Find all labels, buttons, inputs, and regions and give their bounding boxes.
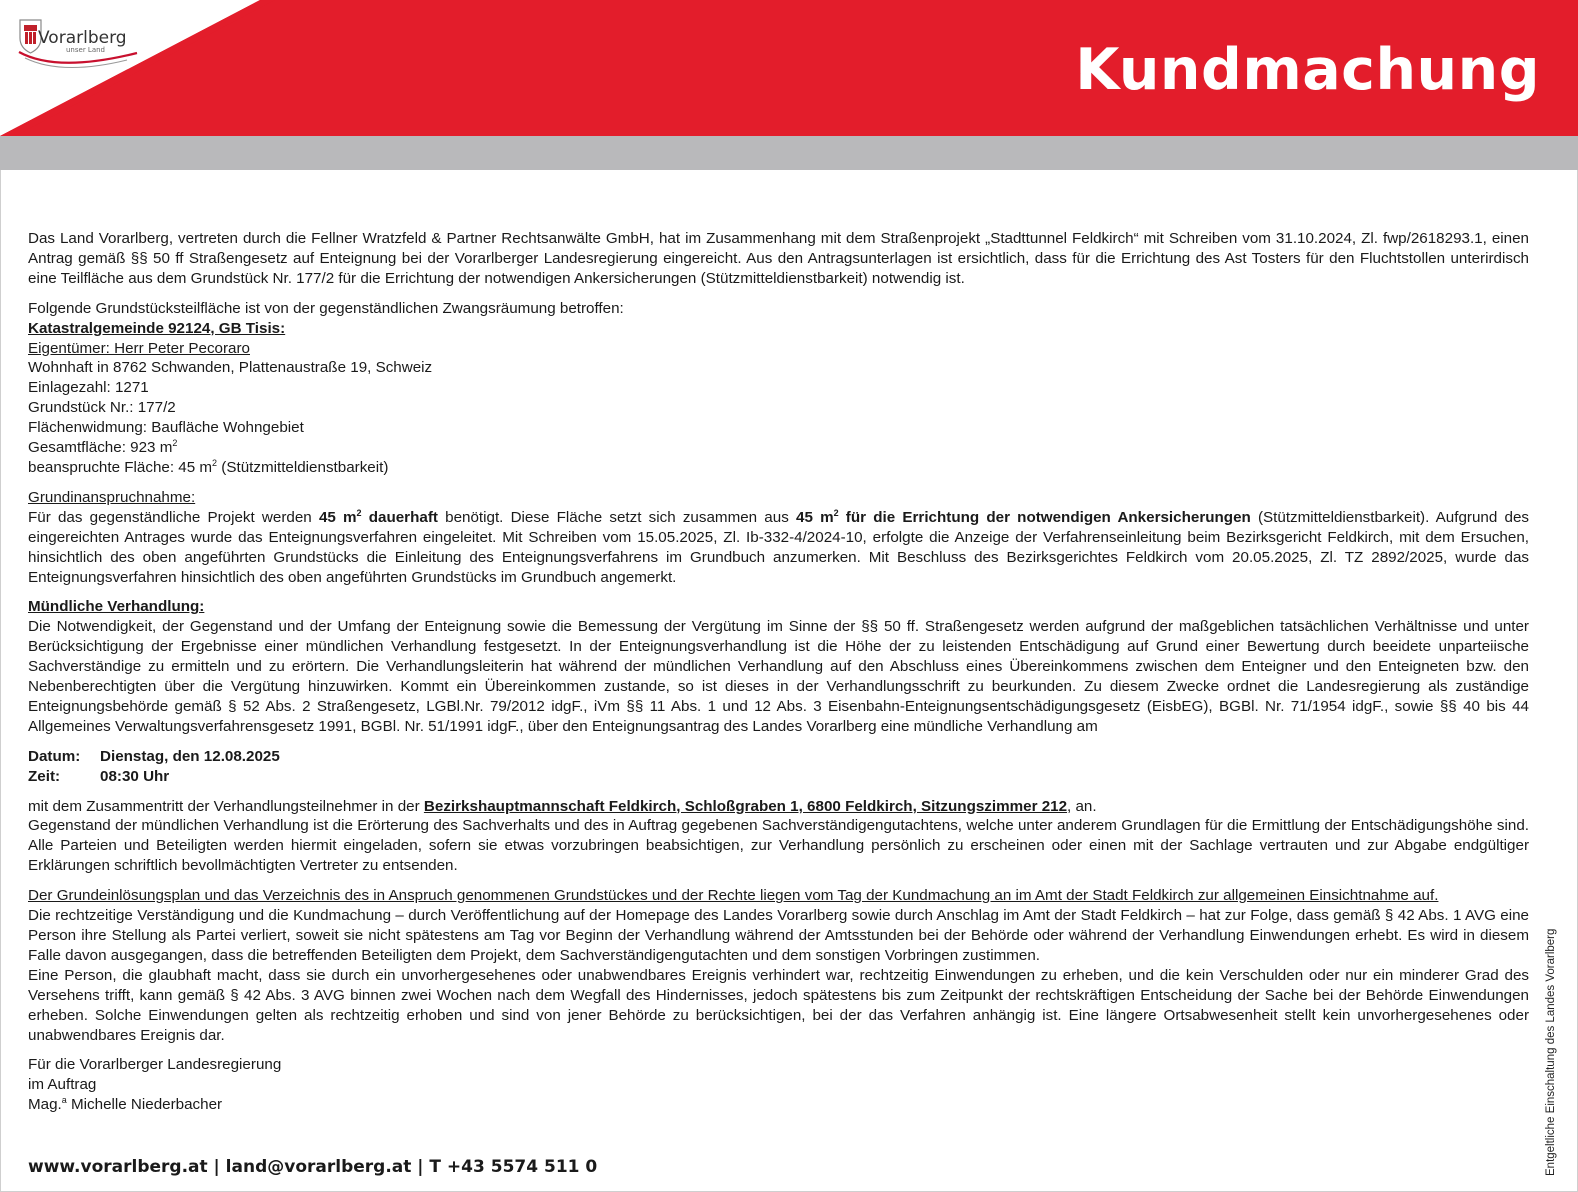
superscript-2: 2	[356, 507, 362, 518]
bold-area-2	[796, 509, 1251, 526]
zeit-row	[28, 767, 1529, 787]
text-span: Mag.	[28, 1096, 62, 1114]
beansprucht-line	[28, 458, 1529, 478]
residence-line: Wohnhaft in 8762 Schwanden, Plattenaustraße 19, Schweiz	[28, 359, 433, 377]
einsicht-notice: Der Grundeinlösungsplan und das Verzeichnis des in Anspruch genommenen Grundstückes und der Rechte liegen vom Tag der Kundmachung an im Amt der Stadt Feldkirch zur allgemeinen Einsichtnahme auf.	[28, 887, 1439, 905]
text-span: Für das gegenständliche Projekt werden	[28, 508, 319, 526]
cadastral-community: Katastralgemeinde 92124, GB Tisis:	[28, 319, 286, 337]
text-span: für die Errichtung der notwendigen Ankersicherungen	[838, 508, 1251, 526]
superscript-2: 2	[212, 457, 218, 468]
grundinanspruchnahme-section	[28, 488, 1529, 588]
intro-paragraph: Das Land Vorarlberg, vertreten durch die Fellner Wratzfeld & Partner Rechtsanwälte GmbH, hat im Zusammenhang mit dem Straßenprojekt „Stadttunnel Feldkirch“ mit Schreiben vom 31.10.2024, Zl. fwp/2618293.1, einen Antrag gemäß §§ 50 ff Straßengesetz auf Enteignung bei der Vorarlberger Landesregierung eingereicht. Aus den Antragsunterlagen ist ersichtlich, dass für die Errichtung des Ast Tosters für den Fluchtstollen unterirdisch eine Teilfläche aus dem Grundstück Nr. 177/2 für die Errichtung der notwendigen Ankersicherungen (Stützmitteldienstbarkeit) notwendig ist.	[28, 230, 1529, 287]
text-span: 45 m	[796, 508, 834, 526]
parcel-lead: Folgende Grundstücksteilfläche ist von der gegenständlichen Zwangsräumung betroffen:	[28, 299, 624, 317]
gegenstand-paragraph: Gegenstand der mündlichen Verhandlung ist die Erörterung des Sachverhalts und des in Auftrag gegebenen Sachverständigengutachtens, welche unter anderem Grundlagen für die Ermittlung der Entschädigungshöhe sind. Alle Parteien und Beteiligten werden hiermit eingeladen, sofern sie etwas vorzubringen beabsichtigen, zur Verhandlung persönlich zu erscheinen oder einen mit der Sachlage vertrauten und zur Abgabe endgültiger Erklärungen schriftlich bevollmächtigten Vertreter zu entsenden.	[28, 817, 1529, 875]
superscript-2: 2	[833, 507, 839, 518]
zeit-value: 08:30 Uhr	[100, 767, 170, 785]
zeit-label: Zeit:	[28, 767, 61, 785]
beansprucht-suffix: (Stützmitteldienstbarkeit)	[217, 458, 389, 476]
signature-line-2: im Auftrag	[28, 1076, 97, 1094]
superscript-2: 2	[172, 438, 178, 449]
text-span: dauerhaft	[361, 508, 438, 526]
footer-contact: www.vorarlberg.at | land@vorarlberg.at | T +43 5574 511 0	[28, 1157, 598, 1177]
einlagezahl-line: Einlagezahl: 1271	[28, 379, 149, 397]
text-span: 45 m	[318, 508, 357, 526]
signature-block	[28, 1055, 1529, 1115]
text-span: benötigt. Diese Fläche setzt sich zusammen aus	[437, 508, 796, 526]
beansprucht-text: beanspruchte Fläche: 45 m	[28, 458, 213, 476]
gesamtflaeche-text: Gesamtfläche: 923 m	[28, 439, 173, 457]
page-title: Kundmachung	[1075, 37, 1540, 103]
bold-area-1	[319, 509, 438, 526]
header-banner	[0, 0, 1578, 136]
text-span: , an.	[1067, 797, 1097, 815]
logo-name: Vorarlberg	[38, 28, 127, 48]
superscript-a: a	[61, 1095, 67, 1106]
parcel-section	[28, 299, 1529, 478]
grey-divider-bar	[0, 136, 1578, 170]
meeting-location: Bezirkshauptmannschaft Feldkirch, Schloßgraben 1, 6800 Feldkirch, Sitzungszimmer 212	[423, 797, 1068, 815]
grundinanspruchnahme-heading: Grundinanspruchnahme:	[28, 488, 196, 506]
ort-section	[28, 797, 1529, 877]
text-span: mit dem Zusammentritt der Verhandlungsteilnehmer in der	[28, 797, 424, 815]
verhandlung-paragraph: Die Notwendigkeit, der Gegenstand und der Umfang der Enteignung sowie die Bemessung der Vergütung im Sinne der §§ 50 ff. Straßengesetz werden aufgrund der maßgeblichen tatsächlichen Verhältnisse und unter Berücksichtigung der Ergebnisse einer mündlichen Verhandlung festgesetzt. In der Enteignungsverhandlung ist die Höhe der zu leistenden Entschädigung auf Grund einer Bewertung durch beeidete unparteiische Sachverständige zu ermitteln und zu erörtern. Die Verhandlungsleiterin hat während der mündlichen Verhandlung auf den Abschluss eines Übereinkommens zwischen dem Enteigner und den Enteigneten bzw. den Nebenberechtigten über die Vergütung hinzuwirken. Kommt ein Übereinkommen zustande, so ist dieses in der Verhandlungsschrift zu beurkunden. Zu diesem Zwecke ordnet die Landesregierung als zuständige Enteignungsbehörde gemäß § 52 Abs. 2 Straßengesetz, LGBl.Nr. 79/2012 idgF., iVm §§ 11 Abs. 1 und 12 Abs. 3 Eisenbahn-Enteignungsentschädigungsgesetz (EisbEG), BGBl. Nr. 71/1954 idgF., sowie §§ 40 bis 44 Allgemeines Verwaltungsverfahrensgesetz 1991, BGBl. Nr. 51/1991 idgF., über den Enteignungsantrag des Landes Vorarlberg eine mündliche Verhandlung am	[28, 618, 1529, 735]
gesamtflaeche-line	[28, 438, 1529, 458]
text-span: Michelle Niederbacher	[66, 1096, 223, 1114]
datum-row	[28, 747, 1529, 767]
grundstueck-line: Grundstück Nr.: 177/2	[28, 399, 176, 417]
ort-paragraph	[28, 797, 1529, 817]
owner-line: Eigentümer: Herr Peter Pecoraro	[28, 339, 250, 357]
logo-subtitle: unser Land	[66, 46, 105, 54]
notice-body	[28, 229, 1529, 1115]
datum-value: Dienstag, den 12.08.2025	[100, 747, 280, 765]
widmung-line: Flächenwidmung: Baufläche Wohngebiet	[28, 419, 304, 437]
signature-line-1: Für die Vorarlberger Landesregierung	[28, 1056, 282, 1074]
grundinanspruchnahme-paragraph	[28, 508, 1529, 588]
einsicht-section	[28, 886, 1529, 1045]
paid-notice-sidenote: Entgeltliche Einschaltung des Landes Vorarlberg	[1545, 928, 1557, 1176]
text-span: (Stützmitteldienstbarkeit). Aufgrund des eingereichten Antrages wurde das Enteignungsverfahren eingeleitet. Mit Schreiben vom 15.05.2025, Zl. Ib-332-4/2024-10, erfolgte die Anzeige der Verfahrenseinleitung beim Bezirksgericht Feldkirch, mit dem Ersuchen, hinsichtlich des oben angeführten Grundstücks die Einleitung des Enteignungsverfahrens im Grundbuch anzumerken. Mit Beschluss des Bezirksgerichtes Feldkirch vom 20.05.2025, Zl. TZ 2892/2025, wurde das Enteignungsverfahren hinsichtlich des oben angeführten Grundstücks im Grundbuch angemerkt.	[28, 508, 1529, 586]
datum-label: Datum:	[28, 747, 81, 765]
einsicht-paragraph-2: Eine Person, die glaubhaft macht, dass sie durch ein unvorhergesehenes oder unabwendbares Ereignis verhindert war, rechtzeitig Einwendungen zu erheben, und die kein Verschulden oder nur ein minderer Grad des Versehens trifft, kann gemäß § 42 Abs. 3 AVG binnen zwei Wochen nach dem Wegfall des Hindernisses, jedoch spätestens bis zum Zeitpunkt der rechtskräftigen Entscheidung der Sache bei der Behörde Einwendungen erheben. Solche Einwendungen gelten als rechtzeitig erhoben und sind von jener Behörde zu berücksichtigen, bei der das Verfahren anhängig ist. Eine längere Ortsabwesenheit stellt kein unvorhergesehenes oder unabwendbares Ereignis dar.	[28, 966, 1529, 1044]
termin-block	[28, 747, 1529, 787]
verhandlung-section	[28, 597, 1529, 736]
signatory-name	[28, 1095, 1529, 1115]
einsicht-paragraph-1: Die rechtzeitige Verständigung und die Kundmachung – durch Veröffentlichung auf der Homepage des Landes Vorarlberg sowie durch Anschlag im Amt der Stadt Feldkirch – hat zur Folge, dass gemäß § 42 Abs. 1 AVG eine Person ihre Stellung als Partei verliert, soweit sie nicht spätestens am Tag vor Beginn der Verhandlung während der Amtsstunden bei der Behörde oder während der Verhandlung Einwendungen erhebt. Es wird in diesem Falle davon ausgegangen, dass die betreffenden Beteiligten dem Projekt, dem Sachverständigengutachten und dem sonstigen Vorbringen zustimmen.	[28, 907, 1529, 964]
verhandlung-heading: Mündliche Verhandlung:	[28, 598, 205, 616]
